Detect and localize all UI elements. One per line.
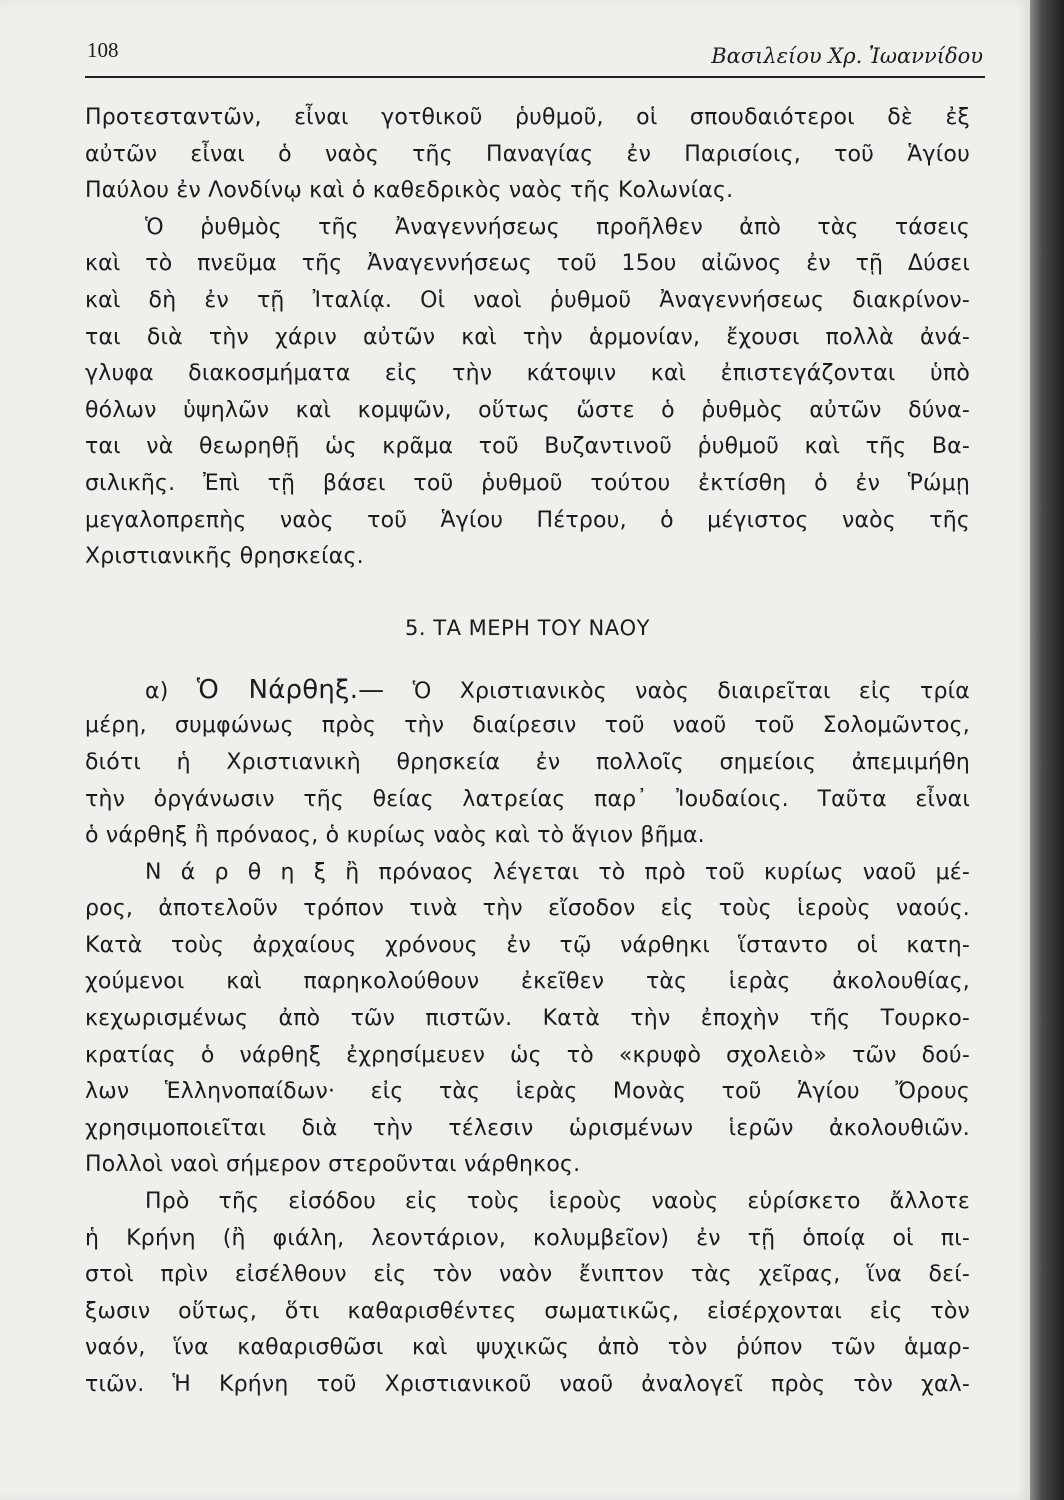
text-line: τὴν ὀργάνωσιν τῆς θείας λατρείας παρ᾽ Ἰουδαίοις. Ταῦτα εἶναι bbox=[85, 786, 970, 812]
text-line: Ν ά ρ θ η ξ ἢ πρόναος λέγεται τὸ πρὸ τοῦ κυρίως ναοῦ μέ- bbox=[145, 859, 970, 885]
text-line: τιῶν. Ἡ Κρήνη τοῦ Χριστιανικοῦ ναοῦ ἀναλογεῖ πρὸς τὸν χαλ- bbox=[85, 1372, 970, 1397]
text-line: στοὶ πρὶν εἰσέλθουν εἰς τὸν ναὸν ἔνιπτον τὰς χεῖρας, ἵνα δεί- bbox=[85, 1262, 970, 1288]
page-body bbox=[85, 100, 970, 1404]
page-number: 108 bbox=[87, 38, 119, 62]
paragraph-3 bbox=[85, 672, 970, 855]
section-heading: 5. ΤΑ ΜΕΡΗ ΤΟΥ ΝΑΟΥ bbox=[405, 615, 650, 640]
text-line: λων Ἑλληνοπαίδων· εἰς τὰς ἱερὰς Μονὰς τοῦ Ἁγίου Ὄρους bbox=[85, 1079, 970, 1105]
paragraph-2 bbox=[85, 210, 970, 576]
text-line: ξωσιν οὕτως, ὅτι καθαρισθέντες σωματικῶς, εἰσέρχονται εἰς τὸν bbox=[85, 1298, 970, 1324]
text-line: χρησιμοποιεῖται διὰ τὴν τέλεσιν ὡρισμένων ἱερῶν ἀκολουθιῶν. bbox=[85, 1115, 970, 1141]
text-line: διότι ἡ Χριστιανικὴ θρησκεία ἐν πολλοῖς σημείοις ἀπεμιμήθη bbox=[85, 749, 970, 775]
paragraph-1 bbox=[85, 100, 970, 210]
running-head: Βασιλείου Χρ. Ἰωαννίδου bbox=[711, 44, 983, 68]
text-line: ται νὰ θεωρηθῇ ὡς κρᾶμα τοῦ Βυζαντινοῦ ῥυθμοῦ καὶ τῆς Βα- bbox=[85, 434, 970, 460]
text-line: κρατίας ὁ νάρθηξ ἐχρησίμευεν ὡς τὸ «κρυφὸ σχολειὸ» τῶν δού- bbox=[85, 1042, 970, 1068]
text-line: γλυφα διακοσμήματα εἰς τὴν κάτοψιν καὶ ἐπιστεγάζονται ὑπὸ bbox=[85, 361, 970, 387]
text-line: χούμενοι καὶ παρηκολούθουν ἐκεῖθεν τὰς ἱερὰς ἀκολουθίας, bbox=[85, 969, 970, 995]
text-line: ναόν, ἵνα καθαρισθῶσι καὶ ψυχικῶς ἀπὸ τὸν ῥύπον τῶν ἁμαρ- bbox=[85, 1335, 970, 1361]
subsection-first-line bbox=[85, 672, 970, 709]
text-line: ρος, ἀποτελοῦν τρόπον τινὰ τὴν εἴσοδον εἰς τοὺς ἱεροὺς ναούς. bbox=[85, 896, 970, 922]
subsection-first-line-text: Ὁ Χριστιανικὸς ναὸς διαιρεῖται εἰς τρία bbox=[412, 678, 970, 704]
text-line: Πολλοὶ ναοὶ σήμερον στεροῦνται νάρθηκος. bbox=[85, 1152, 581, 1178]
text-line: Κατὰ τοὺς ἀρχαίους χρόνους ἐν τῷ νάρθηκι ἵσταντο οἱ κατη- bbox=[85, 932, 970, 958]
text-line: αὐτῶν εἶναι ὁ ναὸς τῆς Παναγίας ἐν Παρισίοις, τοῦ Ἁγίου bbox=[85, 141, 970, 167]
text-line: καὶ δὴ ἐν τῇ Ἰταλίᾳ. Οἱ ναοὶ ῥυθμοῦ Ἀναγεννήσεως διακρίνον- bbox=[85, 287, 970, 313]
subsection-title: Ὁ Νάρθηξ.— bbox=[196, 674, 385, 705]
text-line: ἡ Κρήνη (ἢ φιάλη, λεοντάριον, κολυμβεῖον) ἐν τῇ ὁποίᾳ οἱ πι- bbox=[85, 1225, 970, 1251]
book-binding-edge bbox=[1030, 0, 1064, 1500]
subsection-marker: α) bbox=[145, 678, 169, 704]
text-line: κεχωρισμένως ἀπὸ τῶν πιστῶν. Κατὰ τὴν ἐποχὴν τῆς Τουρκο- bbox=[85, 1006, 970, 1032]
text-line: θόλων ὑψηλῶν καὶ κομψῶν, οὕτως ὥστε ὁ ῥυθμὸς αὐτῶν δύνα- bbox=[85, 397, 970, 423]
text-line: καὶ τὸ πνεῦμα τῆς Ἀναγεννήσεως τοῦ 15ου αἰῶνος ἐν τῇ Δύσει bbox=[85, 251, 970, 277]
text-line: μέρη, συμφώνως πρὸς τὴν διαίρεσιν τοῦ ναοῦ τοῦ Σολομῶντος, bbox=[85, 713, 970, 739]
paragraph-4 bbox=[85, 855, 970, 1184]
text-line: Χριστιανικῆς θρησκείας. bbox=[85, 544, 364, 570]
text-line: Παύλου ἐν Λονδίνῳ καὶ ὁ καθεδρικὸς ναὸς τῆς Κολωνίας. bbox=[85, 178, 734, 204]
text-line: ται διὰ τὴν χάριν αὐτῶν καὶ τὴν ἁρμονίαν, ἔχουσι πολλὰ ἀνά- bbox=[85, 324, 970, 350]
text-line: Ὁ ῥυθμὸς τῆς Ἀναγεννήσεως προῆλθεν ἀπὸ τὰς τάσεις bbox=[145, 214, 970, 240]
text-line: μεγαλοπρεπὴς ναὸς τοῦ Ἁγίου Πέτρου, ὁ μέγιστος ναὸς τῆς bbox=[85, 507, 970, 533]
text-line: ὁ νάρθηξ ἢ πρόναος, ὁ κυρίως ναὸς καὶ τὸ ἅγιον βῆμα. bbox=[85, 823, 705, 849]
text-line: σιλικῆς. Ἐπὶ τῇ βάσει τοῦ ῥυθμοῦ τούτου ἐκτίσθη ὁ ἐν Ῥώμῃ bbox=[85, 470, 970, 496]
page-header bbox=[85, 36, 985, 78]
paragraph-5 bbox=[85, 1184, 970, 1404]
text-line: Προτεσταντῶν, εἶναι γοτθικοῦ ῥυθμοῦ, οἱ σπουδαιότεροι δὲ ἐξ bbox=[85, 105, 970, 130]
text-line: Πρὸ τῆς εἰσόδου εἰς τοὺς ἱεροὺς ναοὺς εὑρίσκετο ἄλλοτε bbox=[145, 1189, 970, 1215]
